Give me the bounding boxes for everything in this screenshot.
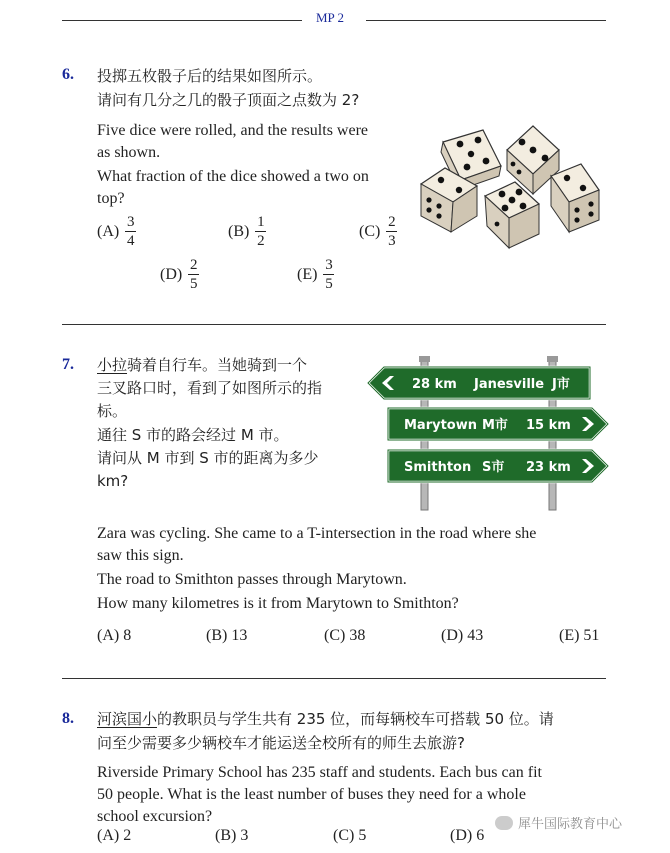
q6-option-d-label: (D) bbox=[160, 265, 183, 283]
sign-row1-name: Janesville bbox=[474, 377, 545, 392]
sign-row2-name: Marytown bbox=[404, 418, 478, 433]
page-header-label: MP 2 bbox=[316, 10, 345, 25]
q6-option-a[interactable] bbox=[97, 214, 136, 249]
q7-en-line4: How many kilometres is it from Marytown to Smithton? bbox=[97, 595, 459, 612]
q6-number: 6. bbox=[62, 66, 74, 83]
sign-row3-name: Smithton bbox=[404, 460, 472, 475]
q6-en-line2: as shown. bbox=[97, 144, 161, 161]
q8-zh-line1 bbox=[97, 707, 554, 731]
header-rule-left bbox=[62, 20, 302, 21]
q8-option-d[interactable]: (D) 6 bbox=[450, 827, 485, 844]
die-5 bbox=[551, 164, 599, 232]
wechat-icon bbox=[495, 816, 513, 830]
header-rule-right bbox=[366, 20, 606, 21]
q7-option-b[interactable]: (B) 13 bbox=[206, 627, 248, 644]
q8-en-line2: 50 people. What is the least number of buses they need for a whole bbox=[97, 786, 526, 803]
q6-en-line3: What fraction of the dice showed a two on bbox=[97, 168, 369, 185]
q7-zh-line2: 三叉路口时，看到了如图所示的指 bbox=[97, 379, 323, 397]
q7-en-line1: Zara was cycling. She came to a T-intersection in the road where she bbox=[97, 525, 537, 542]
q7-zh-line1 bbox=[97, 353, 307, 377]
denominator: 5 bbox=[189, 276, 198, 292]
q8-zh-line2: 问至少需要多少辆校车才能运送全校所有的师生去旅游? bbox=[97, 734, 465, 752]
numerator: 1 bbox=[257, 214, 265, 230]
watermark bbox=[495, 813, 622, 832]
q6-option-b-fraction bbox=[255, 214, 266, 249]
q7-zh-line5: 请问从 M 市到 S 市的距离为多少 bbox=[97, 449, 319, 467]
q6-option-e-fraction bbox=[323, 257, 334, 292]
road-sign bbox=[366, 354, 610, 512]
q6-option-c-fraction bbox=[386, 214, 397, 249]
q6-option-c[interactable] bbox=[359, 214, 397, 249]
q6-option-c-label: (C) bbox=[359, 222, 381, 240]
q8-school-name: 河滨国小 bbox=[97, 710, 158, 728]
q6-option-d[interactable] bbox=[160, 257, 199, 292]
separator-1 bbox=[62, 324, 606, 325]
q7-zh-line3: 标。 bbox=[97, 402, 128, 420]
sign-row1-dist: 28 km bbox=[412, 377, 457, 392]
sign-row1-zh: J市 bbox=[552, 377, 570, 392]
q8-option-a[interactable]: (A) 2 bbox=[97, 827, 132, 844]
q7-number: 7. bbox=[62, 356, 74, 373]
q6-option-d-fraction bbox=[188, 257, 199, 292]
sign-row3-dist: 23 km bbox=[526, 460, 571, 475]
q7-zh-line4: 通往 S 市的路会经过 M 市。 bbox=[97, 426, 289, 444]
q6-option-e-label: (E) bbox=[297, 265, 318, 283]
q6-zh-line2: 请问有几分之几的骰子顶面之点数为 2? bbox=[97, 91, 360, 109]
q6-option-b[interactable] bbox=[228, 214, 266, 249]
separator-2 bbox=[62, 678, 606, 679]
q7-zh-line1-rest: 骑着自行车。当她骑到一个 bbox=[127, 356, 308, 374]
q7-option-e[interactable]: (E) 51 bbox=[559, 627, 600, 644]
q7-option-c[interactable]: (C) 38 bbox=[324, 627, 366, 644]
q8-en-line3: school excursion? bbox=[97, 808, 213, 825]
denominator: 2 bbox=[257, 233, 265, 249]
q7-option-a[interactable]: (A) 8 bbox=[97, 627, 132, 644]
numerator: 3 bbox=[126, 214, 135, 230]
q7-option-d[interactable]: (D) 43 bbox=[441, 627, 484, 644]
q8-en-line1: Riverside Primary School has 235 staff and students. Each bus can fit bbox=[97, 764, 542, 781]
q8-option-c[interactable]: (C) 5 bbox=[333, 827, 367, 844]
q6-en-line1: Five dice were rolled, and the results were bbox=[97, 122, 369, 139]
q8-number: 8. bbox=[62, 710, 74, 727]
dice-illustration bbox=[415, 120, 605, 255]
sign-row2-dist: 15 km bbox=[526, 418, 571, 433]
q6-option-a-label: (A) bbox=[97, 222, 120, 240]
q6-zh-line1: 投掷五枚骰子后的结果如图所示。 bbox=[97, 67, 323, 85]
q8-zh-line1-rest: 的教职员与学生共有 235 位，而每辆校车可搭载 50 位。请 bbox=[157, 710, 554, 728]
numerator: 3 bbox=[325, 257, 333, 273]
q6-option-b-label: (B) bbox=[228, 222, 250, 240]
q7-en-line3: The road to Smithton passes through Marytown. bbox=[97, 571, 407, 588]
sign-row3-zh: S市 bbox=[482, 460, 505, 475]
watermark-text: 犀牛国际教育中心 bbox=[518, 817, 623, 832]
numerator: 2 bbox=[388, 214, 396, 230]
q6-en-line4: top? bbox=[97, 190, 125, 207]
numerator: 2 bbox=[189, 257, 198, 273]
q7-zh-line6: km? bbox=[97, 472, 129, 490]
denominator: 4 bbox=[126, 233, 135, 249]
q8-option-b[interactable]: (B) 3 bbox=[215, 827, 249, 844]
q6-option-a-fraction bbox=[125, 214, 136, 249]
denominator: 3 bbox=[388, 233, 396, 249]
denominator: 5 bbox=[325, 276, 333, 292]
sign-row2-zh: M市 bbox=[482, 418, 508, 433]
q6-option-e[interactable] bbox=[297, 257, 334, 292]
q7-en-line2: saw this sign. bbox=[97, 547, 184, 564]
q7-name-zara: 小拉 bbox=[97, 356, 128, 374]
